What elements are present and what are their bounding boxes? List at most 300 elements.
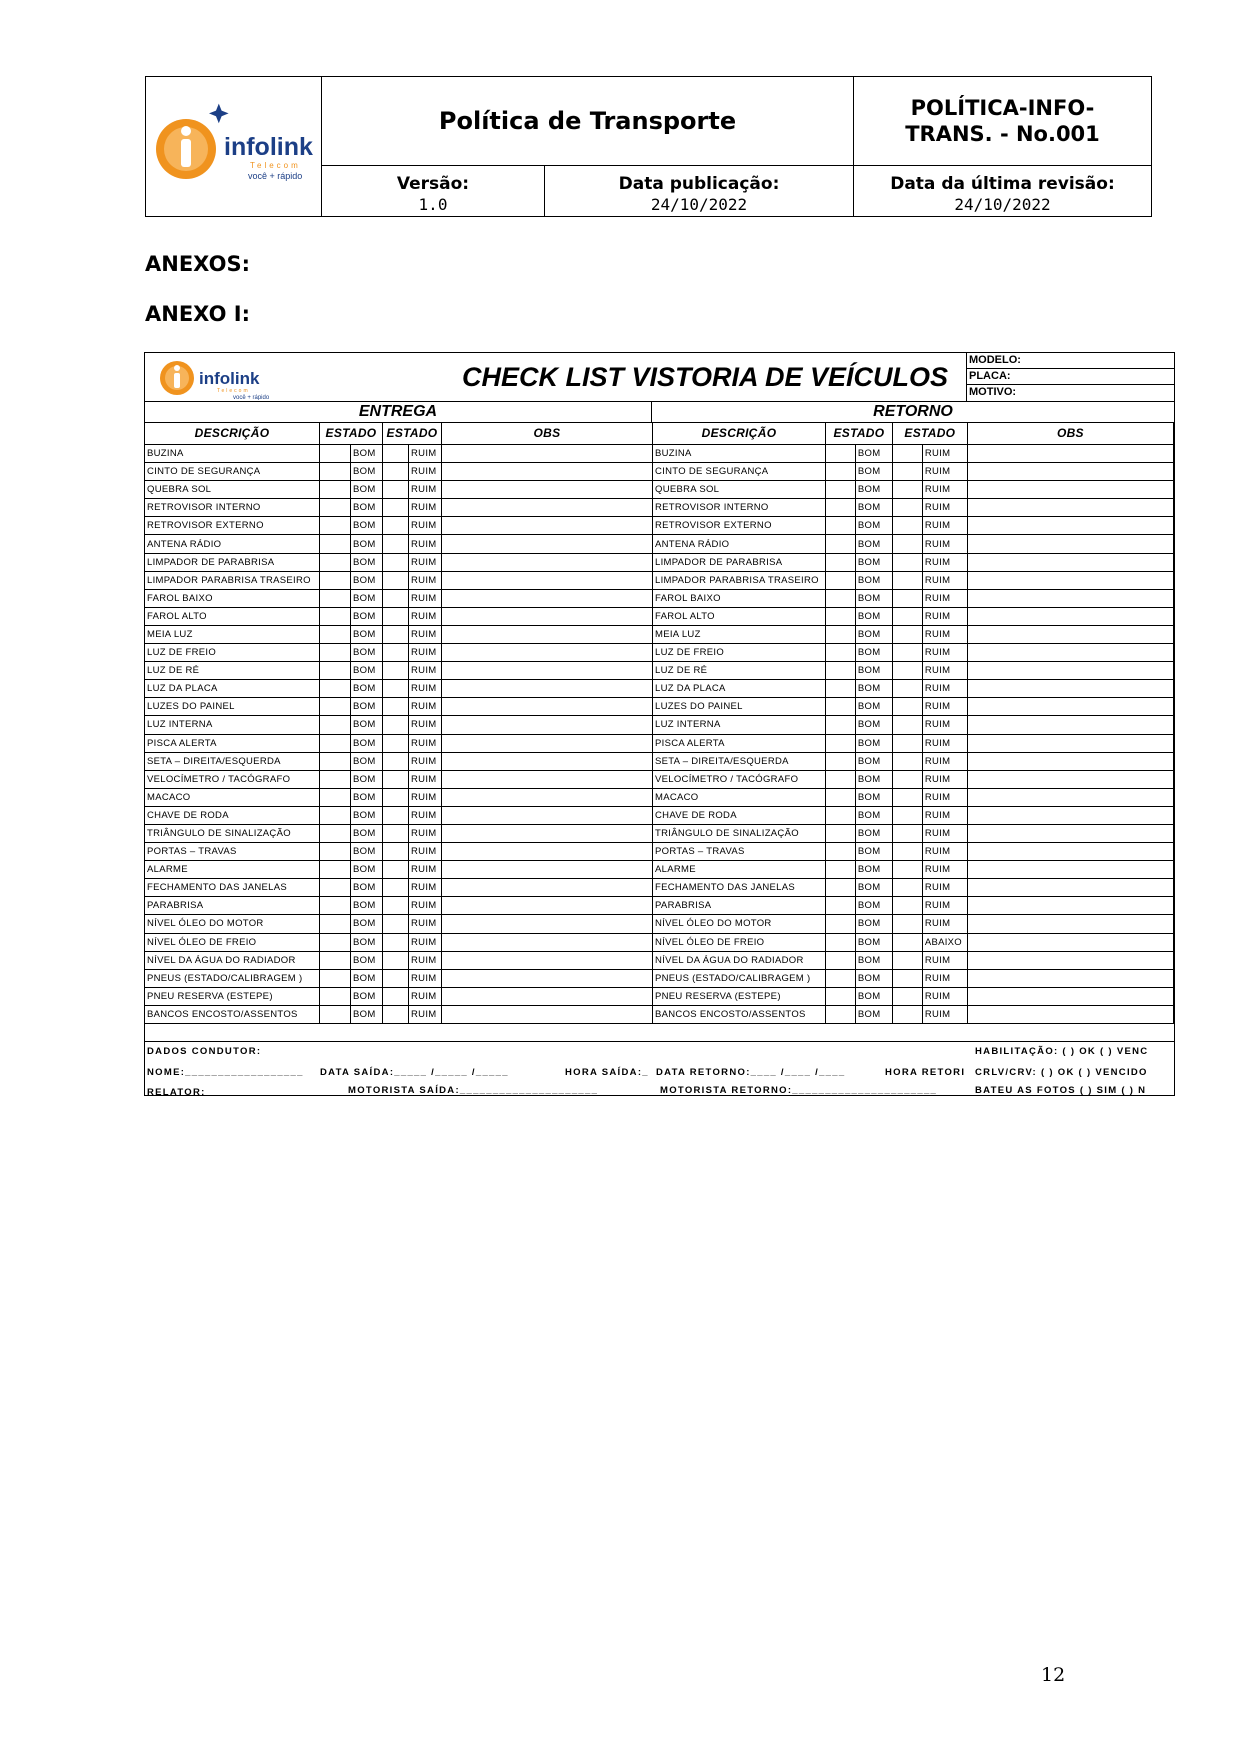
state-box-1[interactable] <box>825 861 855 879</box>
state-box-2[interactable] <box>892 680 922 698</box>
state-good-label: BOM <box>855 481 892 499</box>
obs-cell[interactable] <box>967 517 1173 535</box>
state-box-1[interactable] <box>320 481 351 499</box>
state-box-2[interactable] <box>892 734 922 752</box>
state-bad-label: ABAIXO <box>922 933 967 951</box>
state-box-1[interactable] <box>825 879 855 897</box>
state-box-2[interactable] <box>383 987 409 1005</box>
obs-cell[interactable] <box>967 806 1173 824</box>
infolink-logo-icon <box>146 77 322 216</box>
state-box-2[interactable] <box>383 625 409 643</box>
state-box-2[interactable] <box>383 535 409 553</box>
state-box-2[interactable] <box>892 716 922 734</box>
state-box-2[interactable] <box>892 571 922 589</box>
table-row <box>145 499 653 517</box>
state-box-1[interactable] <box>825 987 855 1005</box>
obs-cell[interactable] <box>442 698 653 716</box>
obs-cell[interactable] <box>967 499 1173 517</box>
state-box-2[interactable] <box>383 481 409 499</box>
state-box-1[interactable] <box>825 788 855 806</box>
state-bad-label: RUIM <box>922 553 967 571</box>
table-row <box>145 571 653 589</box>
obs-cell[interactable] <box>442 517 653 535</box>
table-row <box>145 662 653 680</box>
state-box-2[interactable] <box>383 788 409 806</box>
obs-cell[interactable] <box>967 571 1173 589</box>
state-good-label: BOM <box>855 915 892 933</box>
state-box-1[interactable] <box>320 824 351 842</box>
table-row <box>145 951 653 969</box>
obs-cell[interactable] <box>442 589 653 607</box>
state-good-label: BOM <box>855 987 892 1005</box>
state-box-1[interactable] <box>320 752 351 770</box>
return-date-field[interactable]: DATA RETORNO:____ /____ /____ <box>656 1067 846 1078</box>
state-box-2[interactable] <box>892 644 922 662</box>
state-box-2[interactable] <box>892 987 922 1005</box>
state-box-1[interactable] <box>825 535 855 553</box>
item-description: NÍVEL ÓLEO DO MOTOR <box>653 915 826 933</box>
table-row <box>653 463 1174 481</box>
state-box-2[interactable] <box>892 897 922 915</box>
obs-cell[interactable] <box>442 553 653 571</box>
obs-cell[interactable] <box>967 625 1173 643</box>
obs-cell[interactable] <box>967 734 1173 752</box>
state-box-1[interactable] <box>320 788 351 806</box>
state-good-label: BOM <box>855 897 892 915</box>
state-box-2[interactable] <box>892 589 922 607</box>
state-box-1[interactable] <box>825 662 855 680</box>
obs-cell[interactable] <box>967 644 1173 662</box>
obs-cell[interactable] <box>967 698 1173 716</box>
state-box-1[interactable] <box>320 698 351 716</box>
obs-cell[interactable] <box>442 445 653 463</box>
state-box-2[interactable] <box>383 680 409 698</box>
obs-cell[interactable] <box>442 1005 653 1023</box>
state-box-1[interactable] <box>320 951 351 969</box>
state-bad-label: RUIM <box>409 716 442 734</box>
plate-field[interactable]: PLACA: <box>967 369 1175 385</box>
state-box-1[interactable] <box>825 680 855 698</box>
state-box-1[interactable] <box>320 535 351 553</box>
checklist-logo-tagline: você + rápido <box>233 395 270 400</box>
state-box-1[interactable] <box>320 879 351 897</box>
state-box-1[interactable] <box>825 607 855 625</box>
model-field[interactable]: MODELO: <box>967 353 1175 369</box>
departure-date-field[interactable]: DATA SAÍDA:_____ /_____ /_____ <box>320 1067 509 1078</box>
table-row <box>653 915 1174 933</box>
state-bad-label: RUIM <box>409 1005 442 1023</box>
state-box-1[interactable] <box>320 662 351 680</box>
table-row <box>145 824 653 842</box>
state-box-2[interactable] <box>383 969 409 987</box>
obs-cell[interactable] <box>967 463 1173 481</box>
state-box-2[interactable] <box>383 589 409 607</box>
item-description: MEIA LUZ <box>145 625 320 643</box>
obs-cell[interactable] <box>967 445 1173 463</box>
table-row <box>653 698 1174 716</box>
state-box-1[interactable] <box>320 843 351 861</box>
state-box-2[interactable] <box>383 951 409 969</box>
state-bad-label: RUIM <box>922 915 967 933</box>
obs-cell[interactable] <box>442 951 653 969</box>
obs-cell[interactable] <box>967 788 1173 806</box>
state-box-1[interactable] <box>320 680 351 698</box>
state-box-2[interactable] <box>383 1005 409 1023</box>
table-row <box>145 716 653 734</box>
obs-cell[interactable] <box>442 897 653 915</box>
state-box-1[interactable] <box>320 770 351 788</box>
state-box-1[interactable] <box>825 445 855 463</box>
obs-cell[interactable] <box>967 752 1173 770</box>
item-description: NÍVEL ÓLEO DE FREIO <box>653 933 826 951</box>
driver-departure-field[interactable]: MOTORISTA SAÍDA:_____________________ <box>348 1085 599 1096</box>
obs-cell[interactable] <box>967 824 1173 842</box>
state-good-label: BOM <box>855 969 892 987</box>
obs-cell[interactable] <box>967 951 1173 969</box>
item-description: FAROL BAIXO <box>653 589 826 607</box>
state-box-1[interactable] <box>825 463 855 481</box>
state-box-1[interactable] <box>825 770 855 788</box>
item-description: LUZES DO PAINEL <box>653 698 826 716</box>
table-row <box>653 933 1174 951</box>
state-box-1[interactable] <box>825 951 855 969</box>
state-box-2[interactable] <box>383 445 409 463</box>
obs-cell[interactable] <box>442 571 653 589</box>
state-box-1[interactable] <box>320 1005 351 1023</box>
item-description: ANTENA RÁDIO <box>145 535 320 553</box>
state-box-1[interactable] <box>320 806 351 824</box>
crlv-check[interactable]: CRLV/CRV: ( ) OK ( ) VENCIDO <box>975 1067 1148 1078</box>
state-bad-label: RUIM <box>409 788 442 806</box>
item-description: BUZINA <box>653 445 826 463</box>
state-box-2[interactable] <box>383 861 409 879</box>
item-description: LUZ INTERNA <box>145 716 320 734</box>
document-header <box>145 76 1152 217</box>
state-box-1[interactable] <box>825 571 855 589</box>
obs-cell[interactable] <box>442 987 653 1005</box>
photos-check[interactable]: BATEU AS FOTOS ( ) SIM ( ) N <box>975 1085 1147 1096</box>
obs-cell[interactable] <box>442 752 653 770</box>
state-box-1[interactable] <box>320 607 351 625</box>
state-box-2[interactable] <box>892 499 922 517</box>
state-box-2[interactable] <box>383 770 409 788</box>
obs-cell[interactable] <box>442 716 653 734</box>
state-box-2[interactable] <box>892 788 922 806</box>
state-box-2[interactable] <box>892 843 922 861</box>
state-box-1[interactable] <box>320 445 351 463</box>
state-good-label: BOM <box>855 824 892 842</box>
item-description: PNEUS (ESTADO/CALIBRAGEM ) <box>145 969 320 987</box>
return-time-field[interactable]: HORA RETORI <box>885 1067 966 1078</box>
state-box-1[interactable] <box>825 843 855 861</box>
obs-cell[interactable] <box>442 806 653 824</box>
item-description: NÍVEL DA ÁGUA DO RADIADOR <box>653 951 826 969</box>
company-logo <box>146 77 322 216</box>
item-description: NÍVEL ÓLEO DE FREIO <box>145 933 320 951</box>
obs-cell[interactable] <box>442 879 653 897</box>
state-box-2[interactable] <box>383 698 409 716</box>
state-box-1[interactable] <box>320 969 351 987</box>
obs-cell[interactable] <box>967 535 1173 553</box>
state-box-2[interactable] <box>383 662 409 680</box>
table-row <box>145 788 653 806</box>
footer-row-1 <box>145 1041 1174 1062</box>
obs-cell[interactable] <box>442 734 653 752</box>
item-description: FECHAMENTO DAS JANELAS <box>653 879 826 897</box>
state-bad-label: RUIM <box>409 481 442 499</box>
obs-cell[interactable] <box>967 861 1173 879</box>
checklist-logo-wordmark: infolink <box>199 369 260 388</box>
item-description: LUZ DE FREIO <box>653 644 826 662</box>
state-box-2[interactable] <box>383 843 409 861</box>
reason-field[interactable]: MOTIVO: <box>969 386 1017 398</box>
state-box-2[interactable] <box>892 445 922 463</box>
state-bad-label: RUIM <box>409 499 442 517</box>
obs-cell[interactable] <box>442 481 653 499</box>
table-row <box>653 571 1174 589</box>
state-box-2[interactable] <box>892 553 922 571</box>
table-row <box>653 824 1174 842</box>
item-description: FAROL ALTO <box>145 607 320 625</box>
state-box-1[interactable] <box>320 716 351 734</box>
obs-cell[interactable] <box>442 463 653 481</box>
state-box-2[interactable] <box>892 770 922 788</box>
state-box-2[interactable] <box>892 662 922 680</box>
state-box-1[interactable] <box>825 915 855 933</box>
table-row <box>145 752 653 770</box>
state-box-2[interactable] <box>892 951 922 969</box>
state-box-2[interactable] <box>892 517 922 535</box>
state-box-2[interactable] <box>383 933 409 951</box>
state-bad-label: RUIM <box>922 951 967 969</box>
state-good-label: BOM <box>351 499 383 517</box>
col-obs: OBS <box>967 423 1173 445</box>
state-good-label: BOM <box>855 517 892 535</box>
table-row <box>653 897 1174 915</box>
table-row <box>653 535 1174 553</box>
state-good-label: BOM <box>855 716 892 734</box>
item-description: LIMPADOR PARABRISA TRASEIRO <box>653 571 826 589</box>
state-box-2[interactable] <box>892 535 922 553</box>
state-box-1[interactable] <box>320 571 351 589</box>
state-box-1[interactable] <box>825 644 855 662</box>
state-box-1[interactable] <box>825 824 855 842</box>
state-box-1[interactable] <box>320 553 351 571</box>
state-box-2[interactable] <box>892 824 922 842</box>
table-row <box>145 770 653 788</box>
state-bad-label: RUIM <box>409 463 442 481</box>
obs-cell[interactable] <box>967 897 1173 915</box>
item-description: LUZ DE FREIO <box>145 644 320 662</box>
state-box-2[interactable] <box>892 915 922 933</box>
table-row <box>145 843 653 861</box>
state-box-1[interactable] <box>320 625 351 643</box>
state-box-1[interactable] <box>320 897 351 915</box>
license-check[interactable]: HABILITAÇÃO: ( ) OK ( ) VENC <box>975 1046 1149 1057</box>
driver-data-label: DADOS CONDUTOR: <box>147 1046 262 1057</box>
state-box-2[interactable] <box>892 481 922 499</box>
vehicle-checklist <box>144 352 1175 1096</box>
obs-cell[interactable] <box>967 589 1173 607</box>
obs-cell[interactable] <box>442 662 653 680</box>
obs-cell[interactable] <box>442 499 653 517</box>
state-box-2[interactable] <box>383 897 409 915</box>
state-box-1[interactable] <box>320 734 351 752</box>
obs-cell[interactable] <box>967 553 1173 571</box>
obs-cell[interactable] <box>442 625 653 643</box>
obs-cell[interactable] <box>442 861 653 879</box>
state-box-2[interactable] <box>892 752 922 770</box>
state-box-2[interactable] <box>383 571 409 589</box>
state-box-1[interactable] <box>320 499 351 517</box>
state-box-2[interactable] <box>892 698 922 716</box>
state-box-1[interactable] <box>825 698 855 716</box>
state-box-2[interactable] <box>892 625 922 643</box>
state-box-2[interactable] <box>383 499 409 517</box>
state-bad-label: RUIM <box>409 752 442 770</box>
state-box-1[interactable] <box>320 589 351 607</box>
state-box-2[interactable] <box>383 607 409 625</box>
obs-cell[interactable] <box>442 915 653 933</box>
state-box-1[interactable] <box>825 517 855 535</box>
state-good-label: BOM <box>351 644 383 662</box>
state-box-2[interactable] <box>383 463 409 481</box>
table-row <box>145 879 653 897</box>
state-bad-label: RUIM <box>922 843 967 861</box>
item-description: CHAVE DE RODA <box>653 806 826 824</box>
state-box-2[interactable] <box>892 861 922 879</box>
state-box-2[interactable] <box>383 716 409 734</box>
state-box-1[interactable] <box>320 915 351 933</box>
obs-cell[interactable] <box>442 535 653 553</box>
state-box-2[interactable] <box>383 734 409 752</box>
state-box-2[interactable] <box>892 969 922 987</box>
state-box-1[interactable] <box>825 1005 855 1023</box>
obs-cell[interactable] <box>967 1005 1173 1023</box>
obs-cell[interactable] <box>967 843 1173 861</box>
state-box-2[interactable] <box>383 915 409 933</box>
obs-cell[interactable] <box>442 788 653 806</box>
obs-cell[interactable] <box>967 915 1173 933</box>
state-box-1[interactable] <box>320 463 351 481</box>
state-box-1[interactable] <box>825 481 855 499</box>
state-box-1[interactable] <box>825 806 855 824</box>
state-box-2[interactable] <box>892 806 922 824</box>
state-bad-label: RUIM <box>409 445 442 463</box>
item-description: LUZ DE RÉ <box>653 662 826 680</box>
state-box-1[interactable] <box>825 499 855 517</box>
state-box-2[interactable] <box>383 517 409 535</box>
state-box-1[interactable] <box>825 933 855 951</box>
obs-cell[interactable] <box>442 607 653 625</box>
state-box-2[interactable] <box>383 824 409 842</box>
table-row <box>145 463 653 481</box>
state-box-1[interactable] <box>320 987 351 1005</box>
item-description: PISCA ALERTA <box>145 734 320 752</box>
obs-cell[interactable] <box>967 716 1173 734</box>
state-box-2[interactable] <box>383 806 409 824</box>
state-box-2[interactable] <box>892 607 922 625</box>
obs-cell[interactable] <box>967 662 1173 680</box>
state-box-1[interactable] <box>825 589 855 607</box>
state-bad-label: RUIM <box>409 517 442 535</box>
state-bad-label: RUIM <box>922 481 967 499</box>
item-description: SETA – DIREITA/ESQUERDA <box>653 752 826 770</box>
obs-cell[interactable] <box>442 824 653 842</box>
obs-cell[interactable] <box>442 770 653 788</box>
state-box-1[interactable] <box>320 517 351 535</box>
state-good-label: BOM <box>855 571 892 589</box>
obs-cell[interactable] <box>442 933 653 951</box>
obs-cell[interactable] <box>967 969 1173 987</box>
state-box-2[interactable] <box>383 553 409 571</box>
state-box-1[interactable] <box>825 553 855 571</box>
table-row <box>145 589 653 607</box>
state-good-label: BOM <box>855 553 892 571</box>
state-box-1[interactable] <box>320 933 351 951</box>
name-field[interactable]: NOME:__________________ <box>147 1067 304 1078</box>
delivery-group-heading: ENTREGA <box>145 401 652 422</box>
state-box-1[interactable] <box>320 644 351 662</box>
obs-cell[interactable] <box>967 987 1173 1005</box>
revision-date-value: 24/10/2022 <box>954 195 1051 214</box>
state-box-1[interactable] <box>825 716 855 734</box>
state-bad-label: RUIM <box>922 716 967 734</box>
obs-cell[interactable] <box>967 607 1173 625</box>
annexes-heading: ANEXOS: <box>145 252 250 276</box>
page-number: 12 <box>1041 1664 1066 1686</box>
state-box-1[interactable] <box>825 897 855 915</box>
revision-date-label: Data da última revisão: <box>890 174 1115 194</box>
departure-time-field[interactable]: HORA SAÍDA:_ <box>565 1067 649 1078</box>
state-box-2[interactable] <box>383 752 409 770</box>
obs-cell[interactable] <box>967 770 1173 788</box>
item-description: LUZ INTERNA <box>653 716 826 734</box>
state-box-2[interactable] <box>892 1005 922 1023</box>
state-good-label: BOM <box>351 806 383 824</box>
state-box-2[interactable] <box>892 879 922 897</box>
obs-cell[interactable] <box>967 933 1173 951</box>
state-box-1[interactable] <box>825 734 855 752</box>
state-bad-label: RUIM <box>409 607 442 625</box>
state-box-2[interactable] <box>383 644 409 662</box>
state-box-1[interactable] <box>825 625 855 643</box>
state-good-label: BOM <box>351 662 383 680</box>
state-box-2[interactable] <box>892 463 922 481</box>
obs-cell[interactable] <box>967 481 1173 499</box>
obs-cell[interactable] <box>442 969 653 987</box>
table-row <box>653 806 1174 824</box>
state-box-2[interactable] <box>892 933 922 951</box>
obs-cell[interactable] <box>967 680 1173 698</box>
annex-1-heading: ANEXO I: <box>145 302 250 326</box>
driver-return-field[interactable]: MOTORISTA RETORNO:______________________ <box>660 1085 938 1096</box>
state-box-2[interactable] <box>383 879 409 897</box>
table-row <box>653 680 1174 698</box>
state-bad-label: RUIM <box>922 571 967 589</box>
state-box-1[interactable] <box>825 752 855 770</box>
obs-cell[interactable] <box>442 644 653 662</box>
obs-cell[interactable] <box>442 680 653 698</box>
logo-sub: Telecom <box>250 161 301 170</box>
obs-cell[interactable] <box>967 879 1173 897</box>
obs-cell[interactable] <box>442 843 653 861</box>
reporter-field[interactable]: RELATOR:_______________ <box>147 1087 305 1096</box>
item-description: PNEU RESERVA (ESTEPE) <box>145 987 320 1005</box>
state-box-1[interactable] <box>320 861 351 879</box>
state-box-1[interactable] <box>825 969 855 987</box>
item-description: LIMPADOR PARABRISA TRASEIRO <box>145 571 320 589</box>
